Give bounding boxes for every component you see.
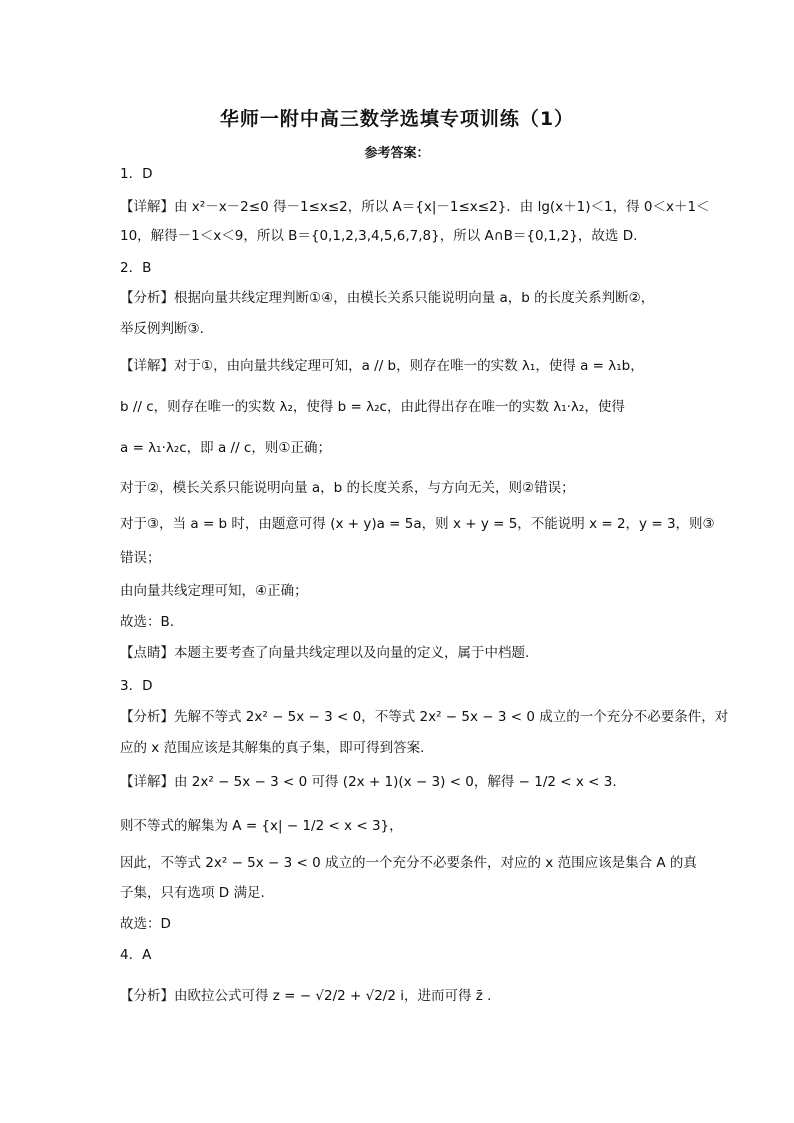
- answer-2-comment: 【点睛】本题主要考查了向量共线定理以及向量的定义，属于中档题.: [120, 645, 530, 661]
- answer-4-analysis-line-1: 【分析】由欧拉公式可得 z = − √2/2 + √2/2 i，进而可得 z̄ .: [120, 988, 492, 1004]
- page-title: 华师一附中高三数学选填专项训练（1）: [219, 108, 575, 130]
- answer-2-detail-line-5: 对于③，当 a = b 时，由题意可得 (x + y)a = 5a，则 x + y = 5，不能说明 x = 2，y = 3，则③: [120, 516, 715, 532]
- answer-2-detail-line-7: 由向量共线定理可知，④正确；: [120, 583, 308, 599]
- answer-4-heading: 4．A: [120, 947, 152, 963]
- answer-2-analysis-line-2: 举反例判断③.: [120, 321, 204, 337]
- answer-3-detail-line-3: 因此，不等式 2x² − 5x − 3 < 0 成立的一个充分不必要条件，对应的 x 范围应该是集合 A 的真: [120, 855, 697, 871]
- answer-3-choice: 故选：D: [120, 916, 171, 932]
- answer-3-analysis-line-2: 应的 x 范围应该是其解集的真子集，即可得到答案.: [120, 740, 425, 756]
- answer-2-choice: 故选：B.: [120, 614, 175, 630]
- answer-3-detail-line-1: 【详解】由 2x² − 5x − 3 < 0 可得 (2x + 1)(x − 3) < 0，解得 − 1/2 < x < 3.: [120, 774, 617, 790]
- answer-key-heading: 参考答案：: [364, 146, 430, 161]
- answer-2-detail-line-3: a = λ₁·λ₂c，即 a // c，则①正确；: [120, 440, 331, 456]
- answer-2-analysis-line-1: 【分析】根据向量共线定理判断①④，由模长关系只能说明向量 a，b 的长度关系判断②，: [120, 290, 655, 306]
- answer-3-detail-line-4: 子集，只有选项 D 满足.: [120, 885, 265, 901]
- answer-3-heading: 3．D: [120, 678, 153, 694]
- answer-1-detail-line-2: 10，解得－1＜x＜9，所以 B＝{0,1,2,3,4,5,6,7,8}，所以 A∩B＝{0,1,2}，故选 D.: [120, 228, 638, 244]
- answer-2-detail-line-1: 【详解】对于①，由向量共线定理可知，a // b，则存在唯一的实数 λ₁，使得 a = λ₁b，: [120, 358, 644, 374]
- answer-2-detail-line-2: b // c，则存在唯一的实数 λ₂，使得 b = λ₂c，由此得出存在唯一的实数 λ₁·λ₂，使得: [120, 399, 625, 415]
- answer-1-detail-line-1: 【详解】由 x²－x－2≤0 得－1≤x≤2，所以 A＝{x|－1≤x≤2}．由 lg(x＋1)＜1，得 0＜x＋1＜: [120, 199, 710, 215]
- answer-2-detail-line-4: 对于②，模长关系只能说明向量 a，b 的长度关系，与方向无关，则②错误；: [120, 480, 575, 496]
- answer-3-analysis-line-1: 【分析】先解不等式 2x² − 5x − 3 < 0，不等式 2x² − 5x − 3 < 0 成立的一个充分不必要条件，对: [120, 709, 729, 725]
- answer-2-heading: 2．B: [120, 260, 152, 276]
- answer-1-heading: 1．D: [120, 166, 153, 182]
- answer-2-detail-line-6: 错误；: [120, 550, 161, 566]
- answer-3-detail-line-2: 则不等式的解集为 A = {x| − 1/2 < x < 3}，: [120, 818, 403, 834]
